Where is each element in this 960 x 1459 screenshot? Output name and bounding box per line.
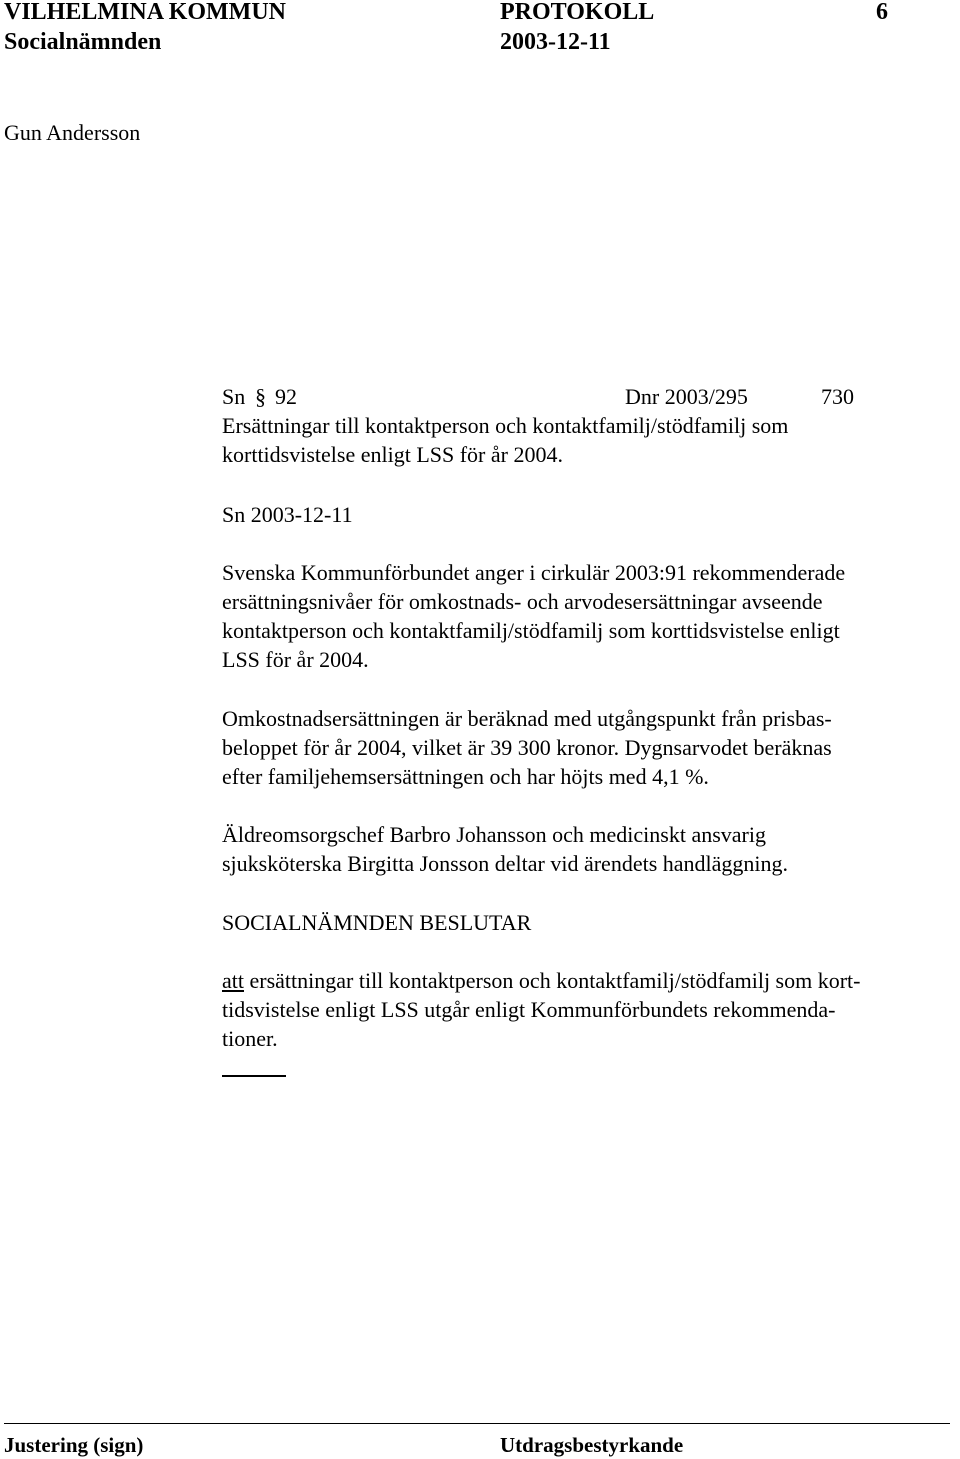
- protocol-date: 2003-12-11: [500, 29, 611, 55]
- paragraph-line: sjuksköterska Birgitta Jonsson deltar vid ärendets handläggning.: [222, 851, 789, 876]
- case-paragraph-prefix: Sn: [222, 384, 246, 409]
- municipality-name: VILHELMINA KOMMUN: [4, 0, 286, 25]
- paragraph-line: LSS för år 2004.: [222, 647, 369, 672]
- document-type: PROTOKOLL: [500, 0, 655, 25]
- decision-line-3: tioner.: [222, 1026, 278, 1051]
- decision-line-1: [222, 966, 942, 995]
- footer-certification-label: Utdragsbestyrkande: [500, 1433, 684, 1457]
- section-number: 92: [275, 384, 297, 409]
- decision-heading: SOCIALNÄMNDEN BESLUTAR: [222, 910, 532, 935]
- case-title-line-2: korttidsvistelse enligt LSS för år 2004.: [222, 442, 563, 467]
- paragraph-participants: [222, 820, 942, 878]
- paragraph-background: [222, 558, 942, 674]
- paragraph-line: kontaktperson och kontaktfamilj/stödfamilj som korttidsvistelse enligt: [222, 618, 840, 643]
- footer-rule: [4, 1423, 950, 1424]
- page-number: 6: [876, 0, 888, 25]
- paragraph-line: Svenska Kommunförbundet anger i cirkulär 2003:91 rekommenderade: [222, 560, 846, 585]
- paragraph-compensation: [222, 704, 942, 791]
- footer-signature-label: Justering (sign): [4, 1433, 144, 1457]
- decision-line-1-rest: ersättningar till kontaktperson och kontaktfamilj/stödfamilj som kort-: [244, 968, 861, 993]
- paragraph-line: efter familjehemsersättningen och har höjts med 4,1 %.: [222, 764, 709, 789]
- case-title-line-1: Ersättningar till kontaktperson och kontaktfamilj/stödfamilj som: [222, 413, 789, 438]
- paragraph-line: beloppet för år 2004, vilket är 39 300 kronor. Dygnsarvodet beräknas: [222, 735, 832, 760]
- decision-text: [222, 966, 942, 1053]
- committee-name: Socialnämnden: [4, 29, 162, 55]
- decision-line-2: tidsvistelse enligt LSS utgår enligt Kommunförbundets rekommenda-: [222, 997, 836, 1022]
- paragraph-line: ersättningsnivåer för omkostnads- och arvodesersättningar avseende: [222, 589, 823, 614]
- att-keyword: att: [222, 968, 244, 993]
- recipient-name: Gun Andersson: [4, 120, 141, 145]
- section-sign: §: [255, 384, 266, 409]
- paragraph-line: Omkostnadsersättningen är beräknad med utgångspunkt från prisbas-: [222, 706, 832, 731]
- case-dnr: Dnr 2003/295: [625, 384, 748, 409]
- case-code: 730: [821, 384, 854, 409]
- section-end-rule: [222, 1075, 286, 1077]
- paragraph-line: Äldreomsorgschef Barbro Johansson och medicinskt ansvarig: [222, 822, 766, 847]
- meeting-reference: Sn 2003-12-11: [222, 502, 353, 527]
